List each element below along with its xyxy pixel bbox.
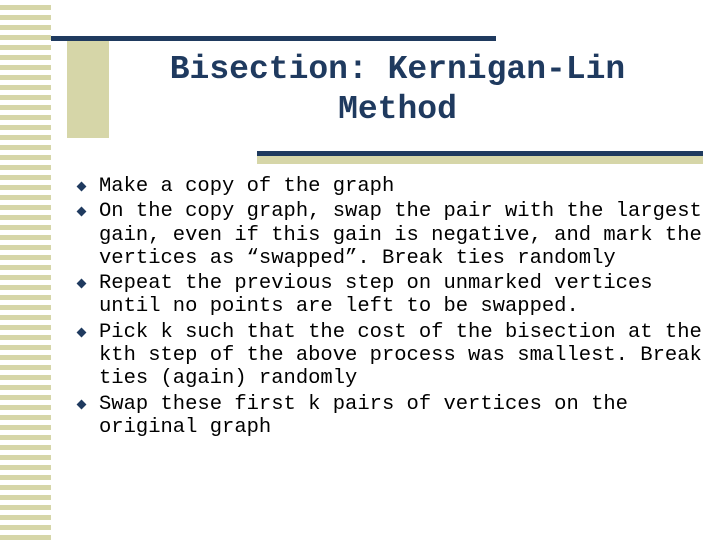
bullet-item [78,393,708,440]
decorative-stripe-band [0,0,51,540]
diamond-bullet-icon [77,327,87,337]
slide-title-line-1: Bisection: Kernigan-Lin [169,51,626,88]
diamond-bullet-icon [77,279,87,289]
bullet-item [78,272,708,319]
diamond-bullet-icon [77,182,87,192]
bullet-text: Swap these first k pairs of vertices on the original graph [99,392,641,439]
bullet-text: Make a copy of the graph [99,175,395,198]
title-rule-bottom-accent [257,156,703,164]
bullet-item [78,175,708,198]
bullet-text: On the copy graph, swap the pair with the largest gain, even if this gain is negative, and mark the vertices as “swapped”. Break ties randomly [99,200,715,270]
diamond-bullet-icon [77,399,87,409]
bullet-item [78,200,715,270]
slide-title-line-2: Method [338,91,457,128]
bullet-text: Repeat the previous step on unmarked vertices until no points are left to be swapped. [99,272,665,319]
bullet-text: Pick k such that the cost of the bisection at the kth step of the above process was smallest. Break ties (again) randomly [99,320,715,391]
diamond-bullet-icon [77,207,87,217]
title-rule-top [51,36,496,41]
bullet-list [78,175,715,441]
bullet-item [78,320,715,391]
slide-title [110,50,685,130]
decorative-title-block [67,38,109,138]
